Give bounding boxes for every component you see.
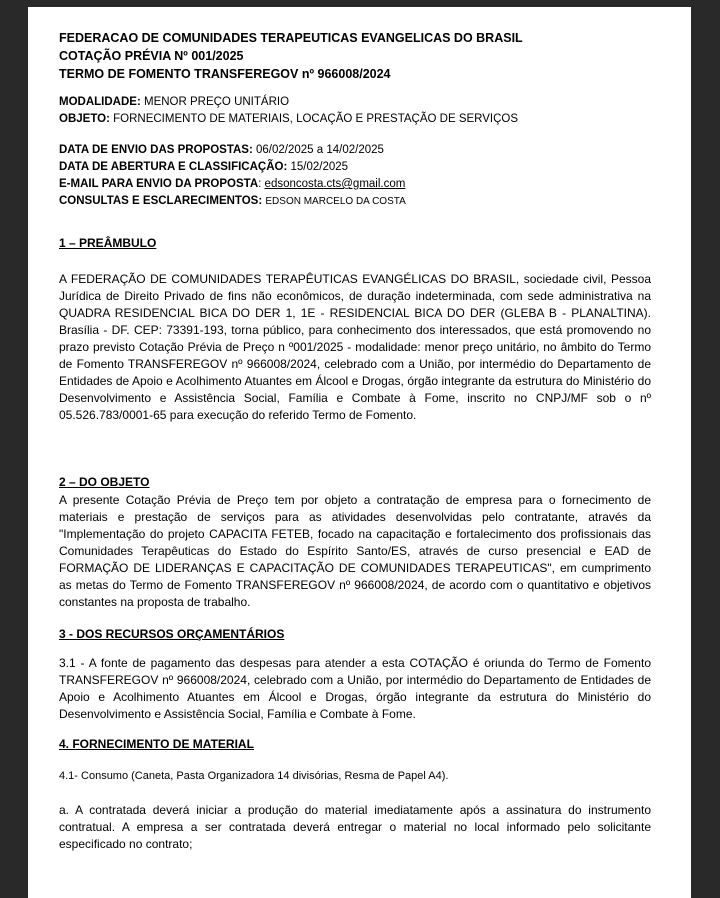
meta-objeto-value: FORNECIMENTO DE MATERIAIS, LOCAÇÃO E PRESTAÇÃO DE SERVIÇOS <box>113 113 519 125</box>
meta-abertura-value: 15/02/2025 <box>290 161 349 173</box>
section-4-item: 4.1- Consumo (Caneta, Pasta Organizadora 14 divisórias, Resma de Papel A4). <box>59 770 449 782</box>
meta-objeto-label: OBJETO: <box>59 113 110 125</box>
meta-consultas-value: EDSON MARCELO DA COSTA <box>265 196 406 207</box>
meta-envio <box>59 142 384 158</box>
email-link[interactable]: edsoncosta.cts@gmail.com <box>264 178 406 190</box>
header-term-number: TERMO DE FOMENTO TRANSFEREGOV nº 966008/2024 <box>59 67 391 81</box>
section-3-title: 3 - DOS RECURSOS ORÇAMENTÁRIOS <box>59 627 285 641</box>
meta-modalidade-label: MODALIDADE: <box>59 96 141 108</box>
header-quotation-number: COTAÇÃO PRÉVIA Nº 001/2025 <box>59 49 244 63</box>
meta-email-label: E-MAIL PARA ENVIO DA PROPOSTA <box>59 178 259 190</box>
meta-consultas <box>59 193 406 210</box>
section-4-title: 4. FORNECIMENTO DE MATERIAL <box>59 737 254 751</box>
meta-envio-value: 06/02/2025 a 14/02/2025 <box>256 144 384 156</box>
section-1-text: A FEDERAÇÃO DE COMUNIDADES TERAPÊUTICAS EVANGÉLICAS DO BRASIL, sociedade civil, Pessoa Jurídica de Direito Privado de fins não econômicos, de duração indeterminada, com sede administrativa na QUADRA RESIDENCIAL BICA DO DER 1, 1E - RESIDENCIAL BICA DO DER (GLEBA B - PLANALTINA). Brasília - DF. CEP: 73391-193, torna público, para conhecimento dos interessados, que está promovendo no prazo previsto Cotação Prévia de Preço n º001/2025 - modalidade: menor preço unitário, no âmbito do Termo de Fomento TRANSFEREGOV nº 966008/2024, celebrado com a União, por intermédio do Departamento de Entidades de Apoio e Acolhimento Atuantes em Álcool e Drogas, órgão integrante da estrutura do Ministério do Desenvolvimento e Assistência Social, Família e Combate à Fome, inscrito no CNPJ/MF sob o nº 05.526.783/0001-65 para execução do referido Termo de Fomento. <box>59 272 651 422</box>
meta-envio-label: DATA DE ENVIO DAS PROPOSTAS: <box>59 144 253 156</box>
meta-modalidade-value: MENOR PREÇO UNITÁRIO <box>143 96 290 108</box>
document-page <box>28 7 691 898</box>
meta-consultas-label: CONSULTAS E ESCLARECIMENTOS: <box>59 195 263 207</box>
header-federation-name: FEDERACAO DE COMUNIDADES TERAPEUTICAS EVANGELICAS DO BRASIL <box>59 31 523 45</box>
meta-email-sep: : <box>258 178 262 190</box>
meta-abertura-label: DATA DE ABERTURA E CLASSIFICAÇÃO: <box>59 161 288 173</box>
section-1-title: 1 – PREÂMBULO <box>59 236 157 250</box>
section-3-text: 3.1 - A fonte de pagamento das despesas para atender a esta COTAÇÃO é oriunda do Termo de Fomento TRANSFEREGOV nº 966008/2024, celebrado com a União, por intermédio do Departamento de Entidades de Apoio e Acolhimento Atuantes em Álcool e Drogas, órgão integrante da estrutura do Ministério do Desenvolvimento e Assistência Social, Família e Combate à Fome. <box>59 656 651 721</box>
meta-objeto <box>59 111 518 127</box>
meta-abertura <box>59 159 348 175</box>
section-4-item-a: a. A contratada deverá iniciar a produção do material imediatamente após a assinatura do instrumento contratual. A empresa a ser contratada deverá entregar o material no local informado pelo solicitante especificado no contrato; <box>59 803 651 851</box>
section-2-text: A presente Cotação Prévia de Preço tem por objeto a contratação de empresa para o fornecimento de materiais e prestação de serviços para as atividades desenvolvidas pelo contratante, através da "Implementação do projeto CAPACITA FETEB, focado na capacitação e fortalecimento dos profissionais das Comunidades Terapêuticas do Estado do Espírito Santo/ES, através de curso presencial e EAD de FORMAÇÃO DE LIDERANÇAS E CAPACITAÇÃO DE COMUNIDADES TERAPEUTICAS", em cumprimento as metas do Termo de Fomento TRANSFEREGOV nº 966008/2024, de acordo com o quantitativo e objetivos constantes na proposta de trabalho. <box>59 493 651 609</box>
section-2-title: 2 – DO OBJETO <box>59 475 150 489</box>
meta-email <box>59 176 405 192</box>
meta-modalidade <box>59 94 289 110</box>
